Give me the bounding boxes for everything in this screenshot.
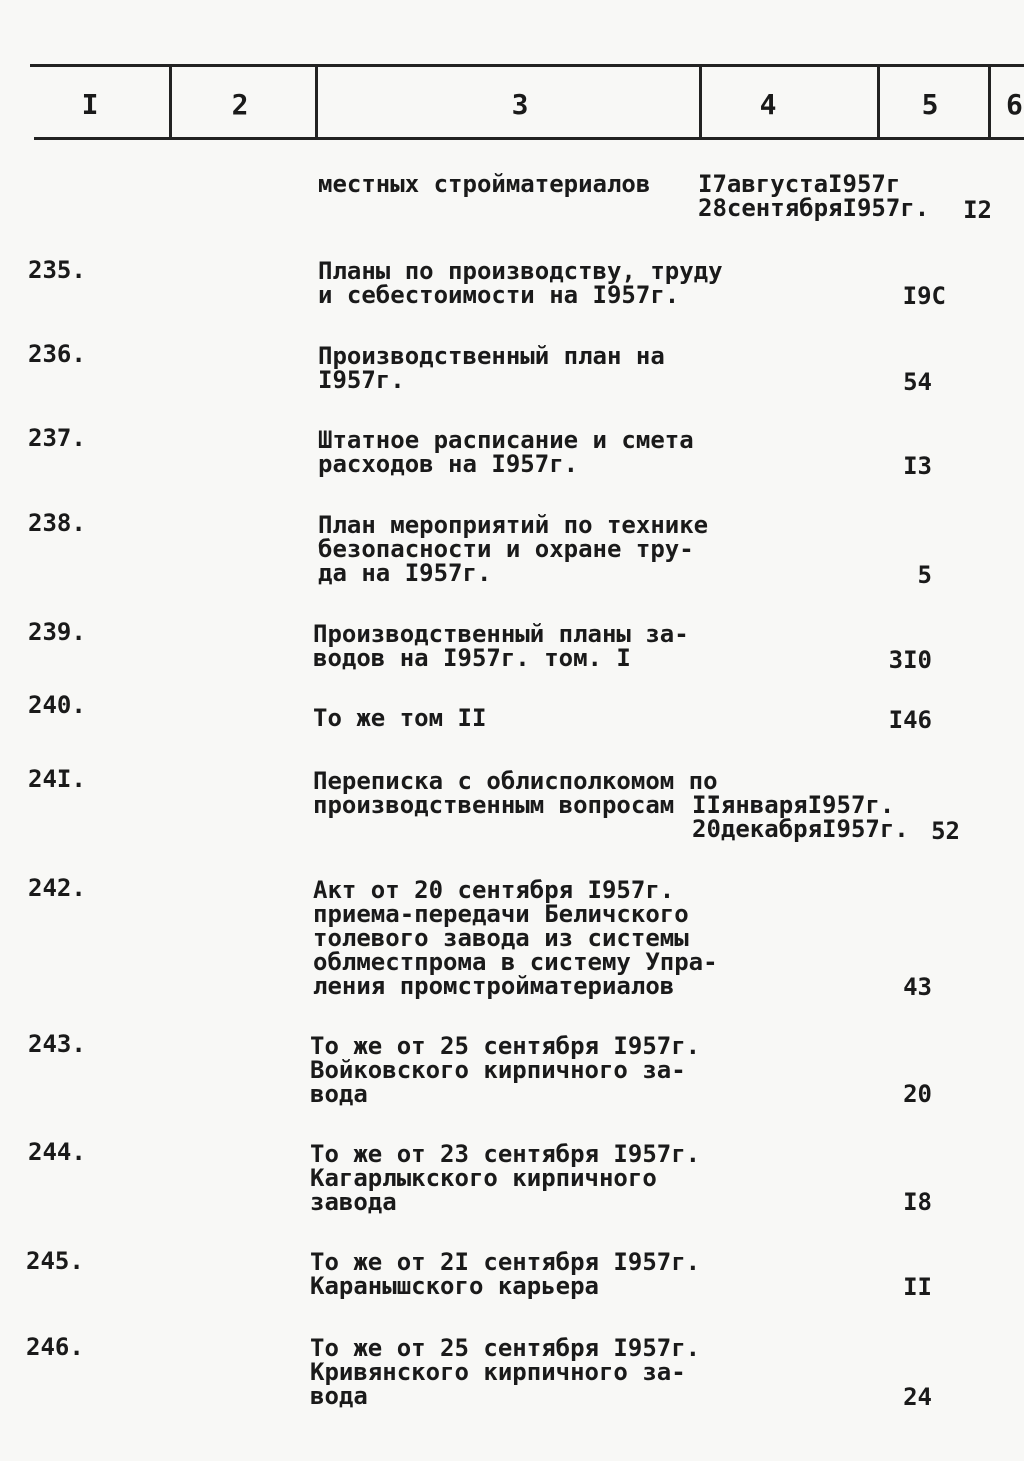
record-number: 237.: [28, 424, 86, 452]
column-divider-3: [699, 66, 702, 138]
record-sheet-count: 24: [903, 1383, 932, 1411]
record-sheet-count: 43: [903, 973, 932, 1001]
record-sheet-count: I2: [963, 196, 992, 224]
record-title: То же от 25 сентября I957г. Кривянского кирпичного за- вода: [310, 1334, 701, 1410]
record-number: 235.: [28, 256, 86, 284]
record-sheet-count: I8: [903, 1188, 932, 1216]
column-header-5: 5: [921, 88, 939, 121]
record-title: Штатное расписание и смета расходов на I957г.: [318, 426, 694, 478]
record-number: 245.: [26, 1247, 84, 1275]
record-title: Планы по производству, труду и себестоимости на I957г.: [318, 257, 723, 309]
record-sheet-count: 52: [931, 817, 960, 845]
record-sheet-count: II: [903, 1273, 932, 1301]
record-title: План мероприятий по технике безопасности и охране тру- да на I957г.: [318, 511, 709, 587]
column-divider-4: [877, 66, 880, 138]
record-sheet-count: 3I0: [888, 646, 932, 674]
record-title: местных стройматериалов: [318, 170, 651, 198]
table-top-rule: [30, 64, 1024, 67]
record-dates: IIянваряI957г. 20декабряI957г.: [692, 791, 909, 843]
column-header-3: 3: [511, 88, 529, 121]
record-title: То же от 2I сентября I957г. Каранышского карьера: [310, 1248, 701, 1300]
record-title: Переписка с облисполкомом по производственным вопросам: [313, 767, 718, 819]
record-number: 24I.: [28, 765, 86, 793]
record-number: 236.: [28, 340, 86, 368]
record-title: Производственный планы за- водов на I957г. том. I: [313, 620, 689, 672]
record-dates: I7августаI957г 28сентябряI957г.: [698, 170, 930, 222]
column-divider-1: [169, 66, 172, 138]
record-number: 244.: [28, 1138, 86, 1166]
record-sheet-count: 5: [917, 561, 932, 589]
column-header-1: I: [81, 88, 99, 121]
record-sheet-count: I46: [888, 706, 932, 734]
record-title: Производственный план на I957г.: [318, 342, 665, 394]
record-sheet-count: I9C: [902, 282, 946, 310]
record-sheet-count: I3: [903, 452, 932, 480]
column-divider-5: [988, 66, 991, 138]
record-number: 239.: [28, 618, 86, 646]
record-sheet-count: 54: [903, 368, 932, 396]
record-title: То же от 25 сентября I957г. Войковского кирпичного за- вода: [310, 1032, 701, 1108]
column-header-2: 2: [231, 88, 249, 121]
record-number: 243.: [28, 1030, 86, 1058]
table-header-bottom-rule: [34, 137, 1024, 140]
record-title: Акт от 20 сентября I957г. приема-передачи Беличского толевого завода из системы облместпрома в систему Упра- ления промстройматериалов: [313, 876, 718, 1000]
record-sheet-count: 20: [903, 1080, 932, 1108]
record-title: То же от 23 сентября I957г. Кагарлыкского кирпичного завода: [310, 1140, 701, 1216]
record-number: 240.: [28, 691, 86, 719]
column-header-6: 6: [1006, 88, 1023, 121]
record-number: 246.: [26, 1333, 84, 1361]
column-divider-2: [315, 66, 318, 138]
column-header-4: 4: [759, 88, 777, 121]
record-number: 238.: [28, 509, 86, 537]
record-number: 242.: [28, 874, 86, 902]
record-title: То же том II: [313, 704, 487, 732]
